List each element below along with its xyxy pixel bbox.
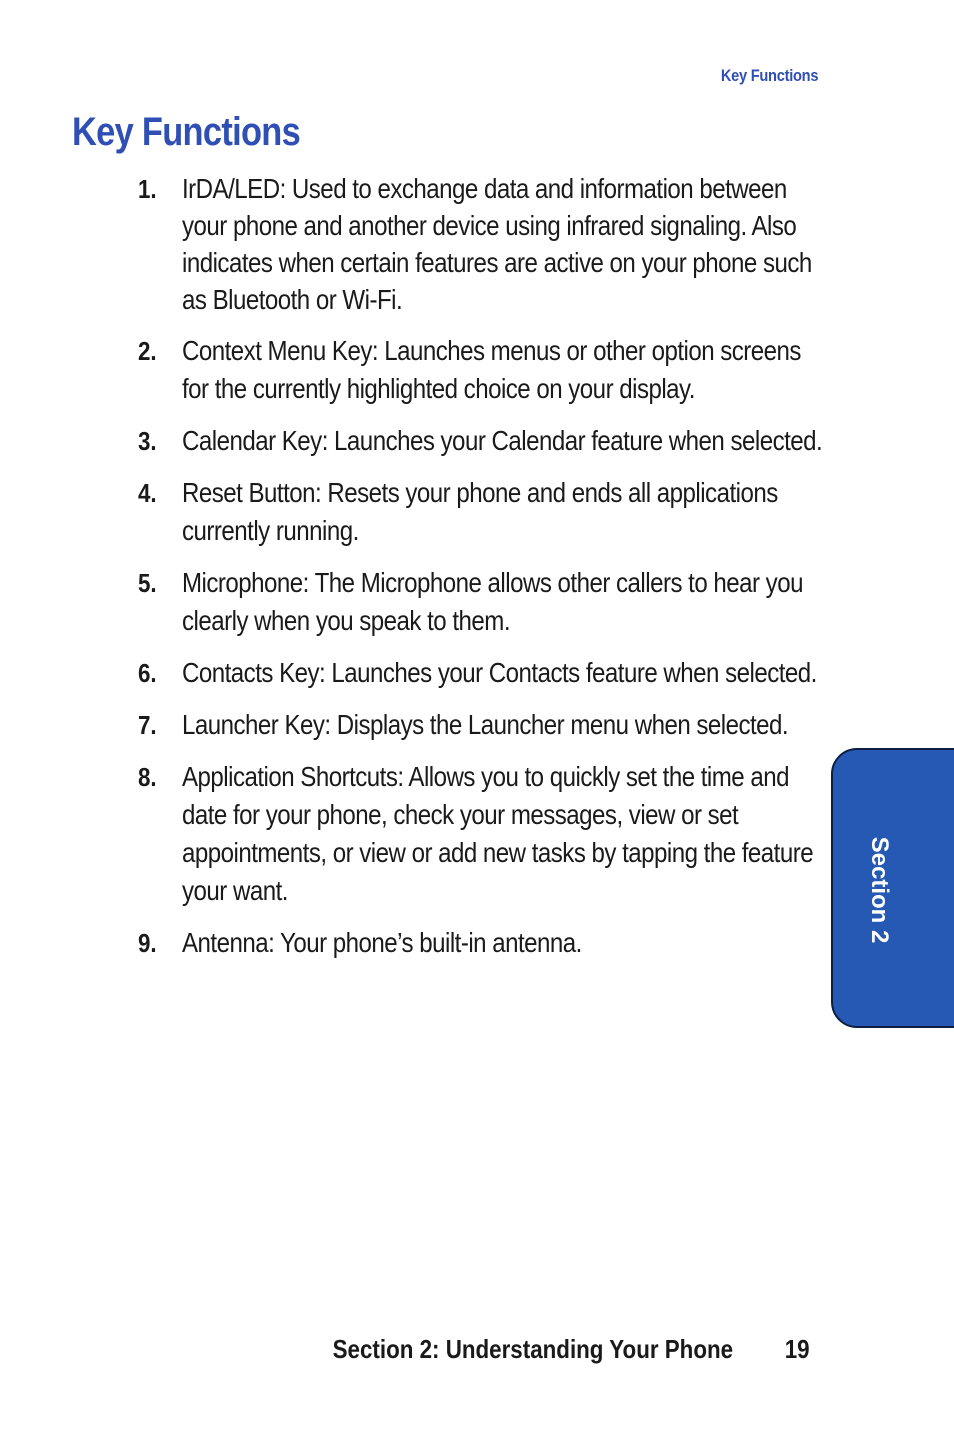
item-number: 9.	[138, 928, 157, 958]
list-item	[138, 706, 838, 744]
item-text: Launcher Key: Displays the Launcher menu when selected.	[182, 709, 789, 740]
item-text: Contacts Key: Launches your Contacts feature when selected.	[182, 657, 817, 688]
page-footer	[333, 1334, 810, 1365]
key-functions-list	[138, 170, 838, 976]
page-title: Key Functions	[72, 110, 301, 154]
item-number: 1.	[138, 174, 157, 204]
item-text: IrDA/LED: Used to exchange data and information between your phone and another device using infrared signaling. Also indicates when certain features are active on your phone such as Bluetooth or Wi-Fi.	[182, 173, 812, 315]
section-tab-label: Section 2	[866, 836, 893, 944]
item-number: 5.	[138, 568, 157, 598]
item-number: 3.	[138, 426, 157, 456]
section-tab	[831, 748, 954, 1028]
list-item	[138, 564, 838, 640]
footer-section-text: Section 2: Understanding Your Phone	[333, 1334, 734, 1364]
page-number: 19	[785, 1334, 810, 1364]
list-item	[138, 474, 838, 550]
item-number: 7.	[138, 710, 157, 740]
list-item	[138, 758, 838, 910]
item-text: Microphone: The Microphone allows other callers to hear you clearly when you speak to them.	[182, 567, 803, 636]
item-text: Antenna: Your phone’s built-in antenna.	[182, 927, 582, 958]
list-item	[138, 422, 838, 460]
running-header: Key Functions	[720, 66, 818, 85]
list-item	[138, 332, 838, 408]
item-number: 8.	[138, 762, 157, 792]
list-item	[138, 654, 838, 692]
item-text: Application Shortcuts: Allows you to quickly set the time and date for your phone, check your messages, view or set appointments, or view or add new tasks by tapping the feature your want.	[182, 761, 814, 906]
item-number: 2.	[138, 336, 157, 366]
item-number: 4.	[138, 478, 157, 508]
list-item	[138, 170, 838, 318]
list-item	[138, 924, 838, 962]
item-text: Context Menu Key: Launches menus or other option screens for the currently highlighted choice on your display.	[182, 335, 801, 404]
item-text: Reset Button: Resets your phone and ends all applications currently running.	[182, 477, 778, 546]
item-text: Calendar Key: Launches your Calendar feature when selected.	[182, 425, 823, 456]
item-number: 6.	[138, 658, 157, 688]
